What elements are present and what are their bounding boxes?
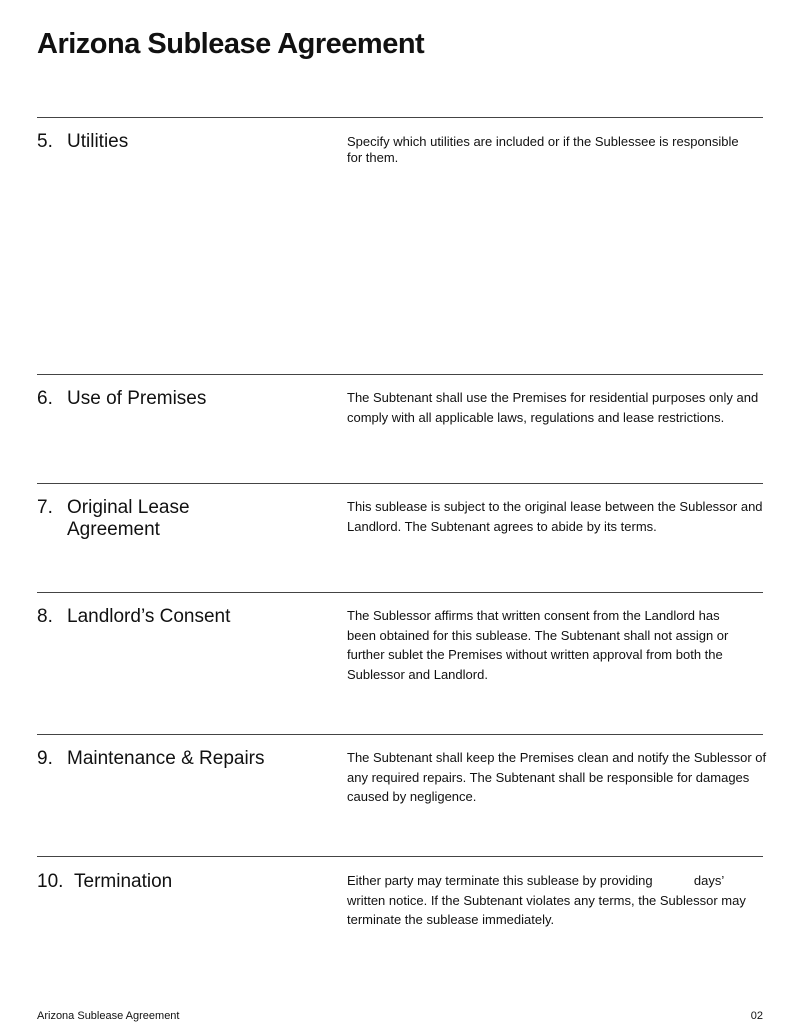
section-body xyxy=(347,871,762,930)
section-title: Utilities xyxy=(67,131,129,152)
section-heading-maintenance xyxy=(37,748,267,770)
section-title: Use of Premises xyxy=(67,388,207,409)
divider xyxy=(37,856,763,857)
section-title: Maintenance & Repairs xyxy=(67,748,265,769)
body-text: days’ written notice. If the Subtenant violates any terms, the Sublessor may terminate the sublease immediately. xyxy=(347,873,746,927)
section-heading-termination xyxy=(37,871,274,893)
section-body: This sublease is subject to the original lease between the Sublessor and Landlord. The Subtenant agrees to abide by its terms. xyxy=(347,499,763,534)
section-number: 9. xyxy=(37,748,53,769)
section-heading-use-of-premises xyxy=(37,388,267,410)
section-title: Original Lease Agreement xyxy=(67,497,190,540)
body-text: Either party may terminate this sublease by providing xyxy=(347,873,653,888)
section-body: The Subtenant shall keep the Premises clean and notify the Sublessor of any required repairs. The Subtenant shall be responsible for damages caused by negligence. xyxy=(347,750,767,804)
section-body: The Subtenant shall use the Premises for residential purposes only and comply with all applicable laws, regulations and lease restrictions. xyxy=(347,390,759,425)
section-title: Landlord’s Consent xyxy=(67,606,231,627)
section-number: 6. xyxy=(37,388,53,409)
section-body: Specify which utilities are included or if the Sublessee is responsible for them. xyxy=(347,134,739,165)
section-number: 8. xyxy=(37,606,53,627)
section-heading-utilities xyxy=(37,131,267,153)
section-heading-original-lease xyxy=(37,497,217,541)
divider xyxy=(37,734,763,735)
page-title: Arizona Sublease Agreement xyxy=(37,28,425,60)
section-number: 7. xyxy=(37,497,53,518)
divider xyxy=(37,117,763,118)
section-body: The Sublessor affirms that written consent from the Landlord has been obtained for this sublease. The Subtenant shall not assign or further sublet the Premises without written approval from both the Sublessor and Landlord. xyxy=(347,608,729,682)
section-heading-landlords-consent xyxy=(37,606,267,628)
divider xyxy=(37,483,763,484)
footer-title: Arizona Sublease Agreement xyxy=(37,1010,180,1022)
divider xyxy=(37,592,763,593)
section-number: 5. xyxy=(37,131,53,152)
page-number: 02 xyxy=(750,1010,763,1022)
section-title: Termination xyxy=(74,871,173,892)
divider xyxy=(37,374,763,375)
section-number: 10. xyxy=(37,871,64,892)
